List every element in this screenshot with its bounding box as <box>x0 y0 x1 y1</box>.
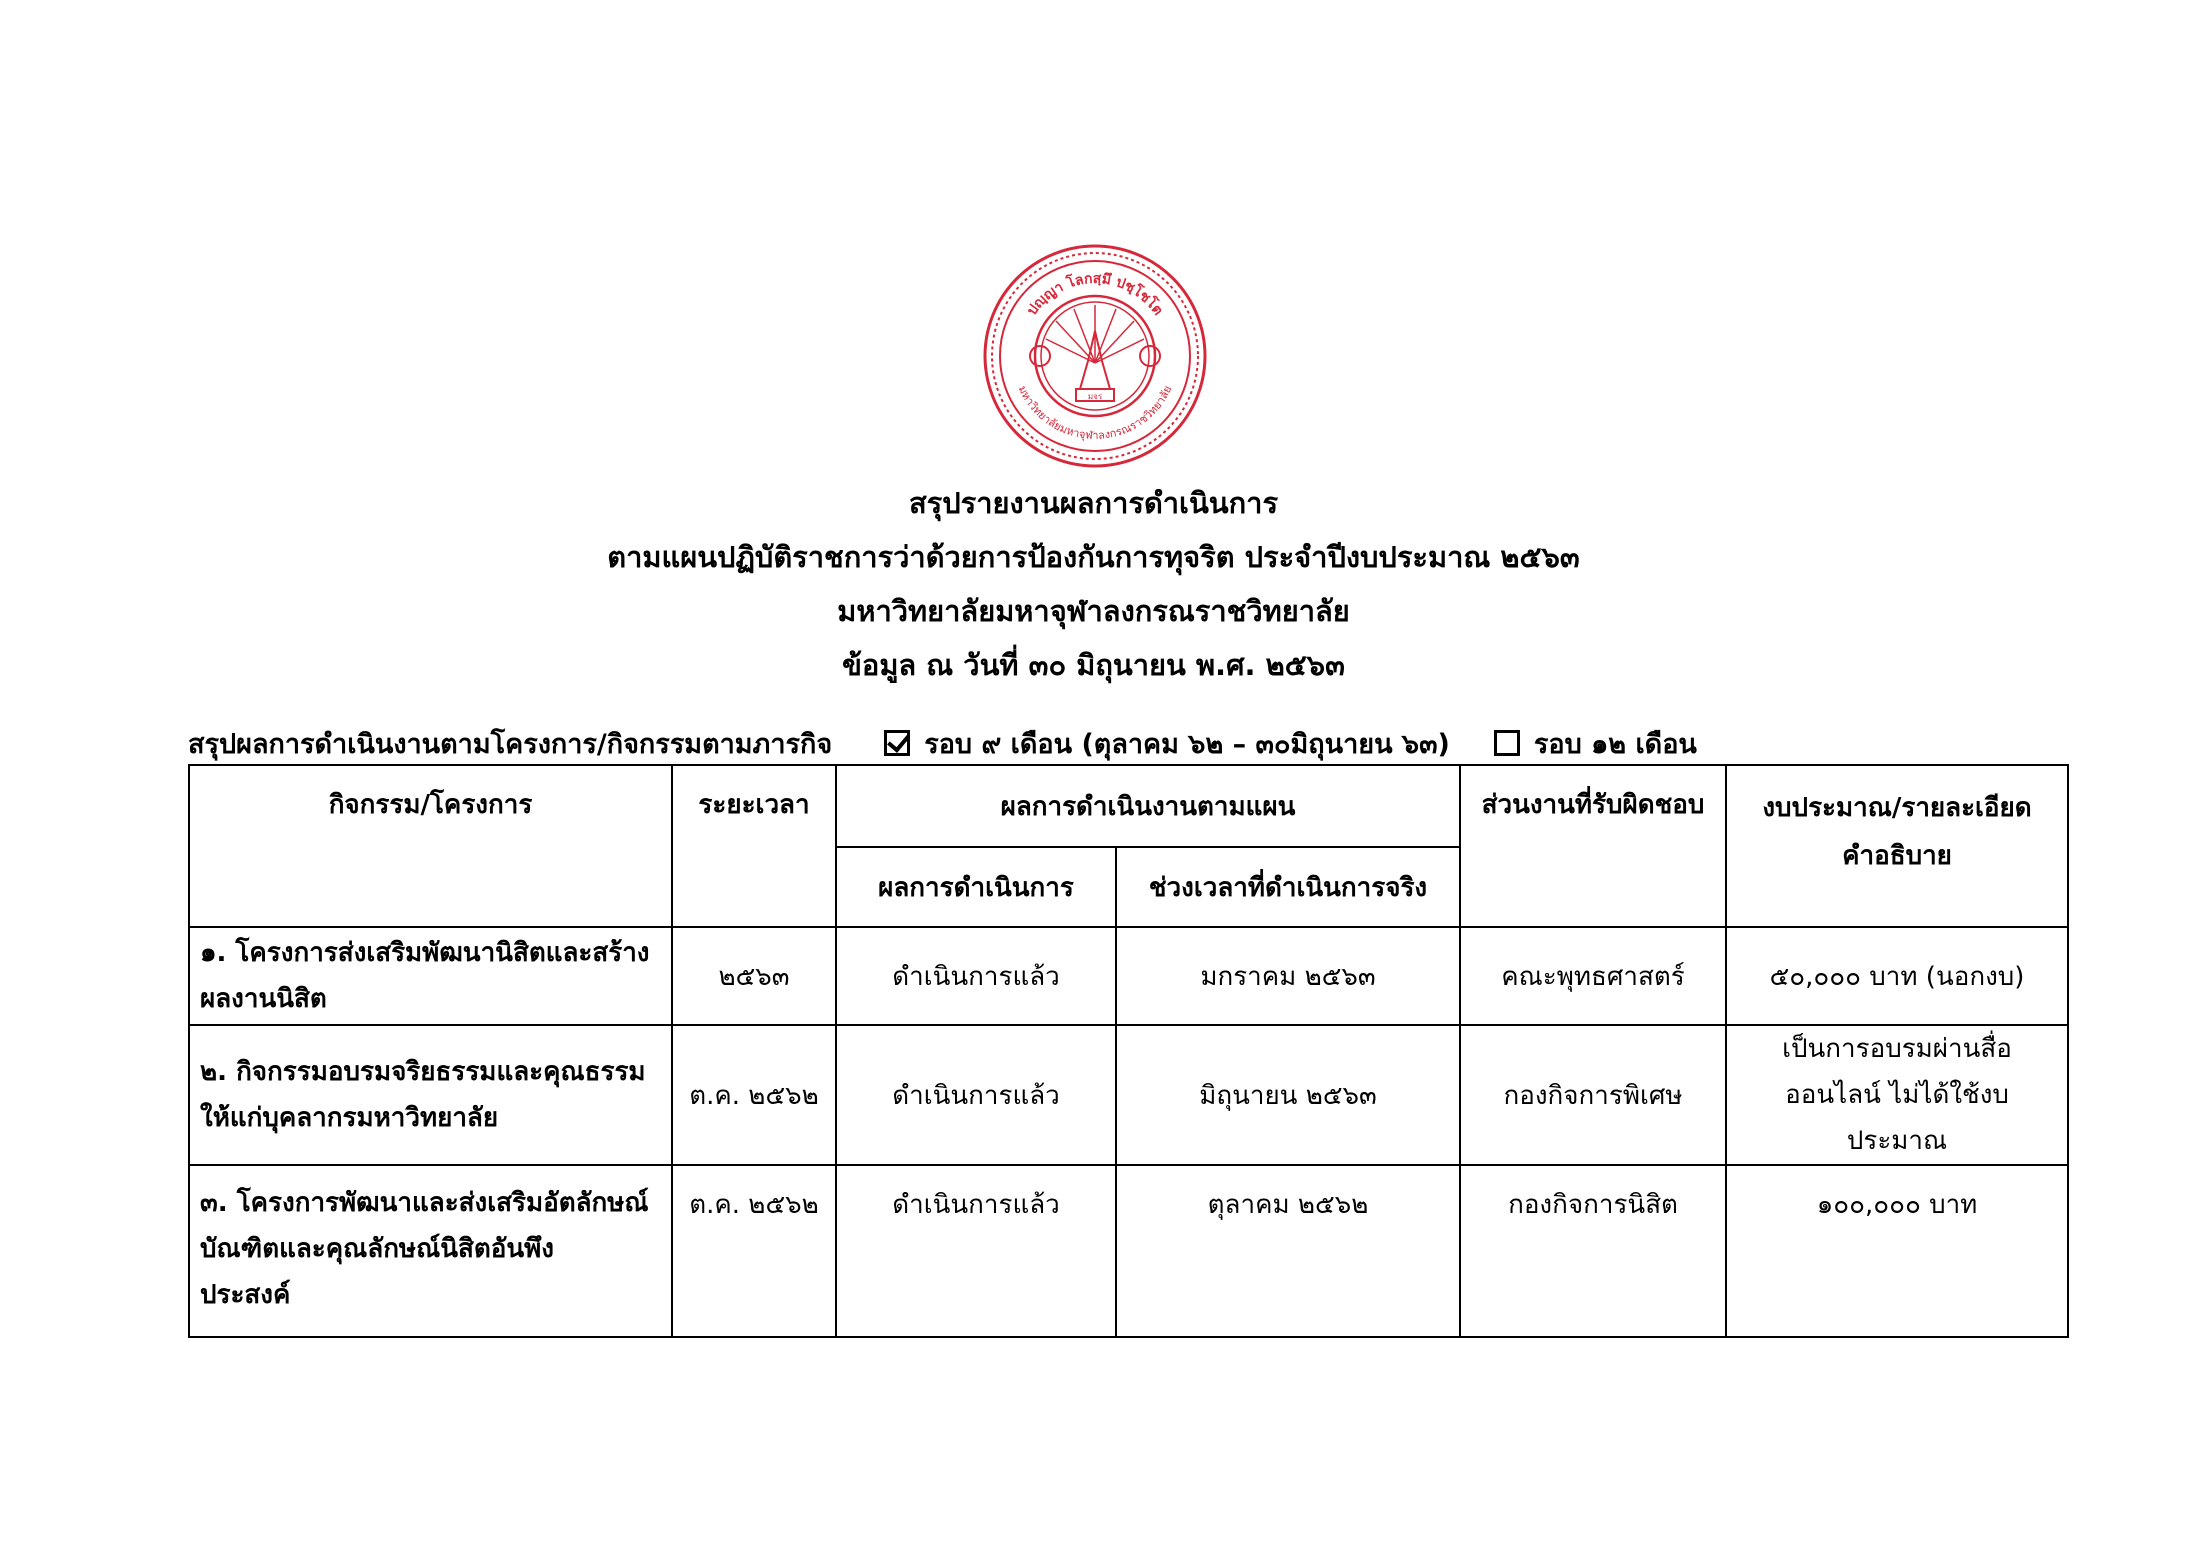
option-12-months-label: รอบ ๑๒ เดือน <box>1533 728 1697 760</box>
budget-cell: ๕๐,๐๐๐ บาท (นอกงบ) <box>1726 927 2068 1025</box>
header-period: ระยะเวลา <box>672 765 836 927</box>
budget-line: เป็นการอบรมผ่านสื่อ <box>1782 1034 2012 1064</box>
header-budget <box>1726 765 2068 927</box>
seal-top-text: ปญฺญา โลกสฺมึ ปชฺโชโต <box>1024 270 1166 319</box>
activity-cell <box>189 1025 672 1165</box>
table-row <box>189 927 2068 1025</box>
table-row <box>189 1165 2068 1337</box>
result-cell: ดำเนินการแล้ว <box>836 1165 1116 1337</box>
seal-bottom-text: มหาวิทยาลัยมหาจุฬาลงกรณราชวิทยาลัย <box>1015 383 1175 443</box>
header-result: ผลการดำเนินการ <box>836 847 1116 927</box>
seal-center-text: มจร <box>1087 392 1103 401</box>
title-line-4: ข้อมูล ณ วันที่ ๓๐ มิถุนายน พ.ศ. ๒๕๖๓ <box>842 648 1345 682</box>
activity-cell <box>189 927 672 1025</box>
activity-line: ผลงานนิสิต <box>200 984 327 1014</box>
document-title <box>0 476 2187 692</box>
option-9-months-label: รอบ ๙ เดือน (ตุลาคม ๖๒ – ๓๐มิถุนายน ๖๓) <box>924 728 1450 760</box>
responsible-cell: กองกิจการนิสิต <box>1460 1165 1726 1337</box>
header-budget-line-2: คำอธิบาย <box>1842 841 1952 871</box>
period-cell: ต.ค. ๒๕๖๒ <box>672 1025 836 1165</box>
summary-label: สรุปผลการดำเนินงานตามโครงการ/กิจกรรมตามภารกิจ <box>188 728 833 760</box>
budget-cell: ๑๐๐,๐๐๐ บาท <box>1726 1165 2068 1337</box>
title-line-3: มหาวิทยาลัยมหาจุฬาลงกรณราชวิทยาลัย <box>837 594 1350 628</box>
activity-cell <box>189 1165 672 1337</box>
actual-period-cell: มกราคม ๒๕๖๓ <box>1116 927 1460 1025</box>
actual-period-cell: ตุลาคม ๒๕๖๒ <box>1116 1165 1460 1337</box>
title-line-1: สรุปรายงานผลการดำเนินการ <box>908 486 1279 520</box>
budget-cell <box>1726 1025 2068 1165</box>
actual-period-cell: มิถุนายน ๒๕๖๓ <box>1116 1025 1460 1165</box>
activity-line: ๓. โครงการพัฒนาและส่งเสริมอัตลักษณ์ <box>200 1188 649 1218</box>
university-seal-logo <box>982 243 1208 469</box>
activity-line: บัณฑิตและคุณลักษณ์นิสิตอันพึง <box>200 1234 554 1264</box>
activity-line: ๑. โครงการส่งเสริมพัฒนานิสิตและสร้าง <box>200 938 650 968</box>
checkbox-9-months[interactable] <box>884 730 910 756</box>
period-cell: ๒๕๖๓ <box>672 927 836 1025</box>
header-actual-period: ช่วงเวลาที่ดำเนินการจริง <box>1116 847 1460 927</box>
report-table <box>188 764 2069 1338</box>
header-results-group: ผลการดำเนินงานตามแผน <box>836 765 1460 847</box>
header-responsible: ส่วนงานที่รับผิดชอบ <box>1460 765 1726 927</box>
result-cell: ดำเนินการแล้ว <box>836 927 1116 1025</box>
table-row <box>189 1025 2068 1165</box>
responsible-cell: กองกิจการพิเศษ <box>1460 1025 1726 1165</box>
header-budget-line-1: งบประมาณ/รายละเอียด <box>1762 793 2032 823</box>
activity-line: ให้แก่บุคลากรมหาวิทยาลัย <box>200 1103 499 1133</box>
header-activity: กิจกรรม/โครงการ <box>189 765 672 927</box>
responsible-cell: คณะพุทธศาสตร์ <box>1460 927 1726 1025</box>
activity-line: ประสงค์ <box>200 1280 291 1310</box>
title-line-2: ตามแผนปฏิบัติราชการว่าด้วยการป้องกันการทุจริต ประจำปีงบประมาณ ๒๕๖๓ <box>607 540 1580 574</box>
result-cell: ดำเนินการแล้ว <box>836 1025 1116 1165</box>
summary-row <box>188 718 1697 768</box>
checkbox-12-months[interactable] <box>1494 730 1520 756</box>
activity-line: ๒. กิจกรรมอบรมจริยธรรมและคุณธรรม <box>200 1057 646 1087</box>
period-cell: ต.ค. ๒๕๖๒ <box>672 1165 836 1337</box>
budget-line: ออนไลน์ ไม่ได้ใช้งบประมาณ <box>1785 1080 2009 1156</box>
